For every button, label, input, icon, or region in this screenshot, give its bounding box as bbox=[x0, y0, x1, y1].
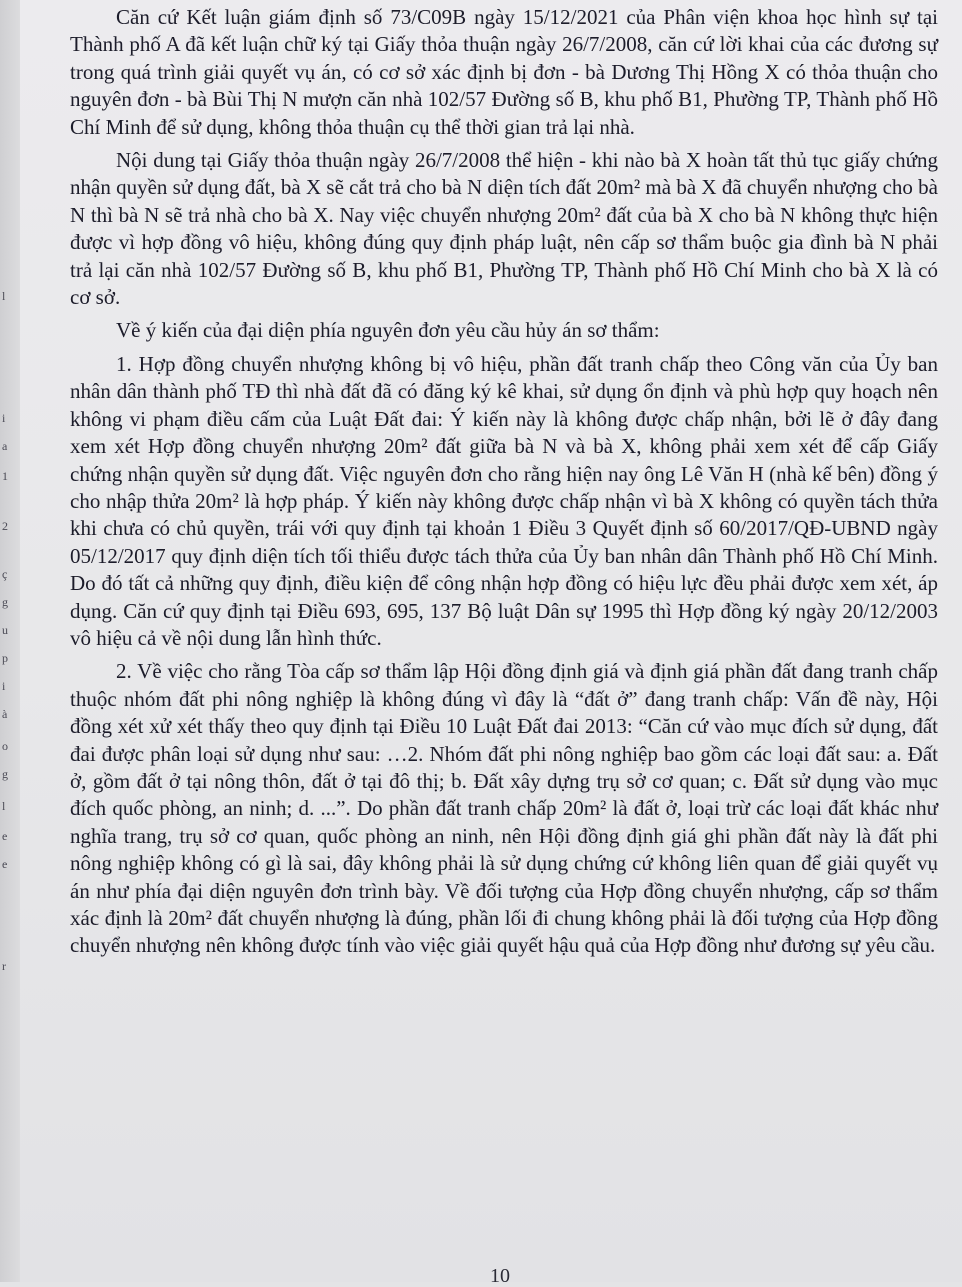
paragraph-point-2: 2. Về việc cho rằng Tòa cấp sơ thẩm lập Hội đồng định giá và định giá phần đất đang tranh chấp thuộc nhóm đất phi nông nghiệp là không đúng vì đây là “đất ở” đang tranh chấp: Vấn đề này, Hội đồng xét xử xét thấy theo quy định tại Điều 10 Luật Đất đai 2013: “Căn cứ vào mục đích sử dụng, đất đai được phân loại sử dụng như sau: …2. Nhóm đất phi nông nghiệp bao gồm các loại đất sau: a. Đất ở, gồm đất ở tại nông thôn, đất ở tại đô thị; b. Đất xây dựng trụ sở cơ quan; c. Đất sử dụng vào mục đích quốc phòng, an ninh; d. ...”. Do phần đất tranh chấp 20m² là đất ở, loại trừ các loại đất khác như nghĩa trang, trụ sở cơ quan, quốc phòng an ninh, nên Hội đồng định giá ghi phần đất này là đất phi nông nghiệp không có gì là sai, đây không phải là sử dụng chứng cứ không liên quan để giải quyết vụ án như phía đại diện nguyên đơn trình bày. Về đối tượng của Hợp đồng chuyển nhượng, cấp sơ thẩm xác định là 20m² đất chuyển nhượng là đúng, phần lối đi chung không phải là đối tượng của Hợp đồng chuyển nhượng nên không được tính vào việc giải quyết hậu quả của Hợp đồng như đương sự yêu cầu. bbox=[70, 659, 938, 958]
binding-margin bbox=[0, 0, 20, 1282]
margin-mark: e bbox=[2, 857, 8, 871]
margin-mark: o bbox=[2, 739, 8, 753]
margin-mark: r bbox=[2, 959, 6, 973]
margin-mark: g bbox=[2, 767, 8, 781]
margin-mark: u bbox=[2, 623, 8, 637]
paragraph-agreement: Nội dung tại Giấy thỏa thuận ngày 26/7/2008 thể hiện - khi nào bà X hoàn tất thủ tục giấy chứng nhận quyền sử dụng đất, bà X sẽ cắt trả cho bà N diện tích đất 20m² mà bà X đã chuyển nhượng cho bà N thì bà N sẽ trả nhà cho bà X. Nay việc chuyển nhượng 20m² đất của bà X cho bà N không thực hiện được vì hợp đồng vô hiệu, không đúng quy định pháp luật, nên cấp sơ thẩm buộc gia đình bà N phải trả lại căn nhà 102/57 Đường số B, khu phố B1, Phường TP, Thành phố Hồ Chí Minh cho bà X là có cơ sở. bbox=[70, 148, 938, 310]
margin-mark: ç bbox=[2, 567, 8, 581]
margin-mark: i bbox=[2, 679, 6, 693]
margin-mark: p bbox=[2, 651, 8, 665]
margin-mark: a bbox=[2, 439, 8, 453]
margin-mark: g bbox=[2, 595, 8, 609]
page-number: 10 bbox=[490, 1265, 510, 1287]
margin-mark: à bbox=[2, 707, 8, 721]
paragraph-point-1: 1. Hợp đồng chuyển nhượng không bị vô hiệu, phần đất tranh chấp theo Công văn của Ủy ban nhân dân thành phố TĐ thì nhà đất đã có đăng ký kê khai, sử dụng ổn định và phù hợp quy hoạch nên không vi phạm điều cấm của Luật Đất đai: Ý kiến này là không được chấp nhận, bởi lẽ ở đây đang xem xét Hợp đồng chuyển nhượng 20m² đất giữa bà N và bà X, không phải xem xét để cấp Giấy chứng nhận quyền sử dụng đất. Việc nguyên đơn cho rằng hiện nay ông Lê Văn H (nhà kế bên) đồng ý cho nhập thửa 20m² là hợp pháp. Ý kiến này không được chấp nhận vì bà X không có quyền tách thửa khi chưa có chủ quyền, trái với quy định tại khoản 1 Điều 3 Quyết định số 60/2017/QĐ-UBND ngày 05/12/2017 quy định diện tích tối thiểu được tách thửa của Ủy ban nhân dân Thành phố Hồ Chí Minh. Do đó tất cả những quy định, điều kiện để công nhận hợp đồng có hiệu lực đều phải được xem xét, áp dụng. Căn cứ quy định tại Điều 693, 695, 137 Bộ luật Dân sự 1995 thì Hợp đồng ký ngày 20/12/2003 vô hiệu cả về nội dung lẫn hình thức. bbox=[70, 351, 938, 650]
paragraph-evidence: Căn cứ Kết luận giám định số 73/C09B ngày 15/12/2021 của Phân viện khoa học hình sự tại Thành phố A đã kết luận chữ ký tại Giấy thỏa thuận ngày 26/7/2008, căn cứ lời khai của các đương sự trong quá trình giải quyết vụ án, có cơ sở xác định bị đơn - bà Dương Thị Hồng X có thỏa thuận cho nguyên đơn - bà Bùi Thị N mượn căn nhà 102/57 Đường số B, khu phố B1, Phường TP, Thành phố Hồ Chí Minh để sử dụng, không thỏa thuận cụ thể thời gian trả lại nhà. bbox=[70, 5, 938, 139]
margin-mark: i bbox=[2, 411, 6, 425]
document-body bbox=[70, 4, 938, 966]
margin-mark: e bbox=[2, 829, 8, 843]
margin-mark: 1 bbox=[2, 469, 8, 483]
margin-mark: l bbox=[2, 289, 6, 303]
paragraph-heading-opinion: Về ý kiến của đại diện phía nguyên đơn yêu cầu hủy án sơ thẩm: bbox=[116, 318, 660, 343]
margin-mark: l bbox=[2, 799, 6, 813]
document-page bbox=[20, 0, 962, 1287]
margin-mark: 2 bbox=[2, 519, 8, 533]
